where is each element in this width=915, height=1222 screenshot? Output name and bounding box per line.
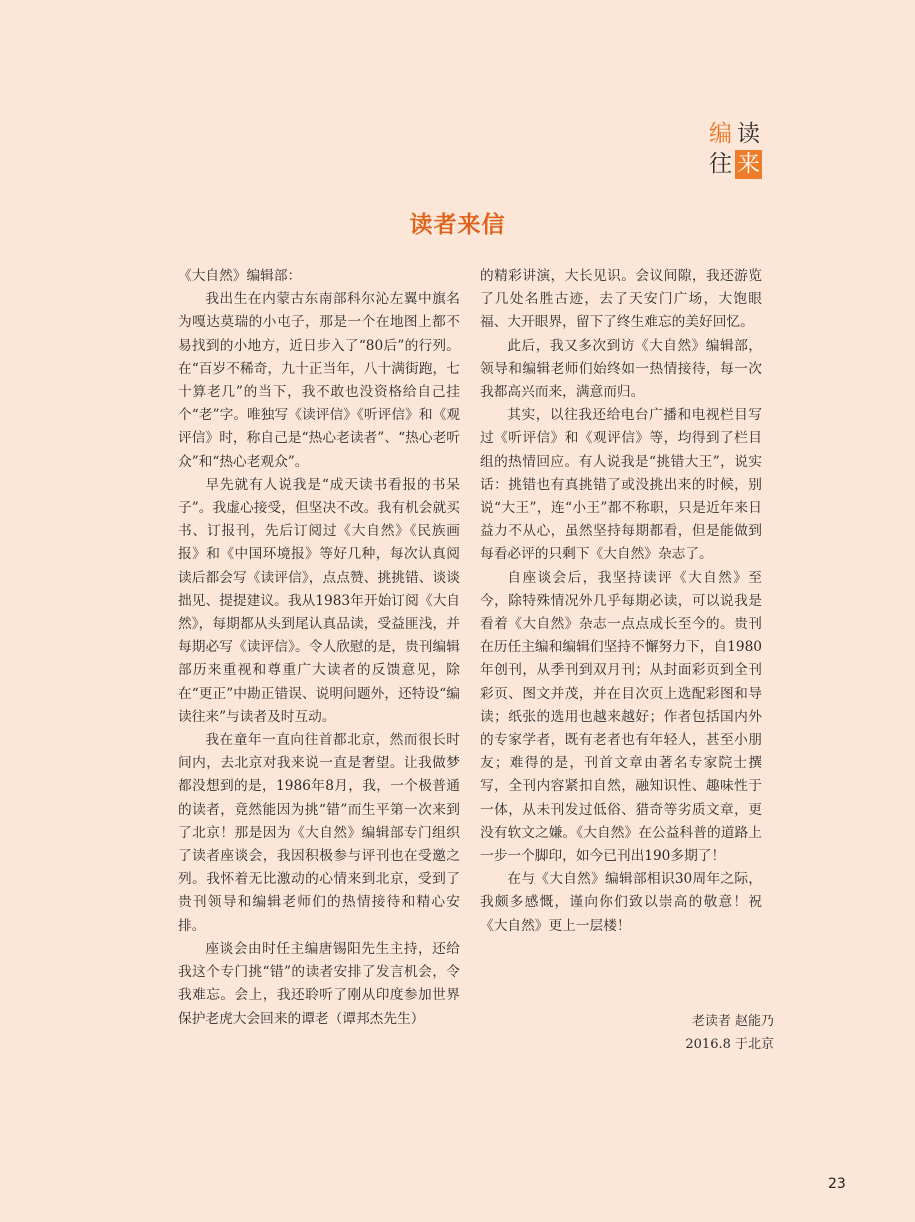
paragraph: 自座谈会后，我坚持读评《大自然》至今，除特殊情况外几乎每期必读，可以说我是看着《大自然》杂志一点点成长至今的。贵刊在历任主编和编辑们坚持不懈努力下，自1980年创刊，从季刊到双月刊；从封面彩页到全刊彩页、图文并茂，并在目次页上选配彩图和导读；纸张的选用也越来越好；作者包括国内外的专家学者，既有老者也有年轻人，甚至小朋友；难得的是，刊首文章由著名专家院士撰写，全刊内容紧扣自然，融知识性、趣味性于一体，从未刊发过低俗、猎奇等劣质文章，更没有软文之嫌。《大自然》在公益科普的道路上一步一个脚印，如今已刊出190多期了！ bbox=[480, 569, 762, 865]
logo-char-bian: 编 bbox=[709, 121, 732, 147]
paragraph: 此后，我又多次到访《大自然》编辑部，领导和编辑老师们始终如一热情接待，每一次我都高兴而来，满意而归。 bbox=[480, 337, 762, 401]
signature-date: 2016.8 于北京 bbox=[685, 1037, 774, 1052]
salutation: 《大自然》编辑部： bbox=[178, 268, 302, 284]
paragraph: 其实，以往我还给电台广播和电视栏目写过《听评信》和《观评信》等，均得到了栏目组的热情回应。有人说我是“挑错大王”，说实话：挑错也有真挑错了或没挑出来的时候，别说“大王”，连“小王”都不称职，只是近年来日益力不从心，虽然坚持每期都看，但是能做到每看必评的只剩下《大自然》杂志了。 bbox=[480, 407, 762, 563]
page-number: 23 bbox=[828, 1176, 846, 1192]
right-column bbox=[480, 265, 762, 938]
column-logo bbox=[707, 120, 763, 180]
paragraph: 在与《大自然》编辑部相识30周年之际，我颇多感慨，谨向你们致以崇高的敬意！祝《大自然》更上一层楼！ bbox=[480, 871, 762, 934]
paragraph: 早先就有人说我是“成天读书看报的书呆子”。我虚心接受，但坚决不改。我有机会就买书、订报刊，先后订阅过《大自然》《民族画报》和《中国环境报》等好几种，每次认真阅读后都会写《读评信》，点点赞、挑挑错、谈谈拙见、提提建议。我从1983年开始订阅《大自然》，每期都从头到尾认真品读，受益匪浅，并每期必写《读评信》。令人欣慰的是，贵刊编辑部历来重视和尊重广大读者的反馈意见，除在“更正”中勘正错误、说明问题外，还特设“编读往来”与读者及时互动。 bbox=[178, 476, 460, 725]
logo-char-wang: 往 bbox=[709, 151, 732, 177]
paragraph: 我出生在内蒙古东南部科尔沁左翼中旗名为嘎达莫瑞的小屯子，那是一个在地图上都不易找到的小地方，近日步入了“80后”的行列。在“百岁不稀奇，九十正当年，八十满街跑，七十算老几”的当下，我不敢也没资格给自己挂个“老”字。唯独写《读评信》《听评信》和《观评信》时，称自己是“热心老读者”、“热心老听众”和“热心老观众”。 bbox=[178, 291, 460, 470]
left-column bbox=[178, 265, 460, 1031]
logo-char-lai: 来 bbox=[737, 151, 760, 177]
article-title: 读者来信 bbox=[409, 211, 506, 238]
paragraph-continued: 的精彩讲演，大长见识。会议间隙，我还游览了几处名胜古迹，去了天安门广场，大饱眼福、大开眼界，留下了终生难忘的美好回忆。 bbox=[480, 268, 762, 331]
logo-char-du: 读 bbox=[737, 121, 760, 147]
paragraph: 我在童年一直向往首都北京，然而很长时间内，去北京对我来说一直是奢望。让我做梦都没想到的是，1986年8月，我，一个极普通的读者，竟然能因为挑“错”而生平第一次来到了北京！那是因为《大自然》编辑部专门组织了读者座谈会，我因积极参与评刊也在受邀之列。我怀着无比激动的心情来到北京，受到了贵刊领导和编辑老师们的热情接待和精心安排。 bbox=[178, 732, 460, 934]
signature-author: 老读者 赵能乃 bbox=[691, 1014, 774, 1029]
paragraph: 座谈会由时任主编唐锡阳先生主持，还给我这个专门挑“错”的读者安排了发言机会，令我难忘。会上，我还聆听了刚从印度参加世界保护老虎大会回来的谭老（谭邦杰先生） bbox=[178, 940, 460, 1027]
signature bbox=[685, 1010, 774, 1056]
